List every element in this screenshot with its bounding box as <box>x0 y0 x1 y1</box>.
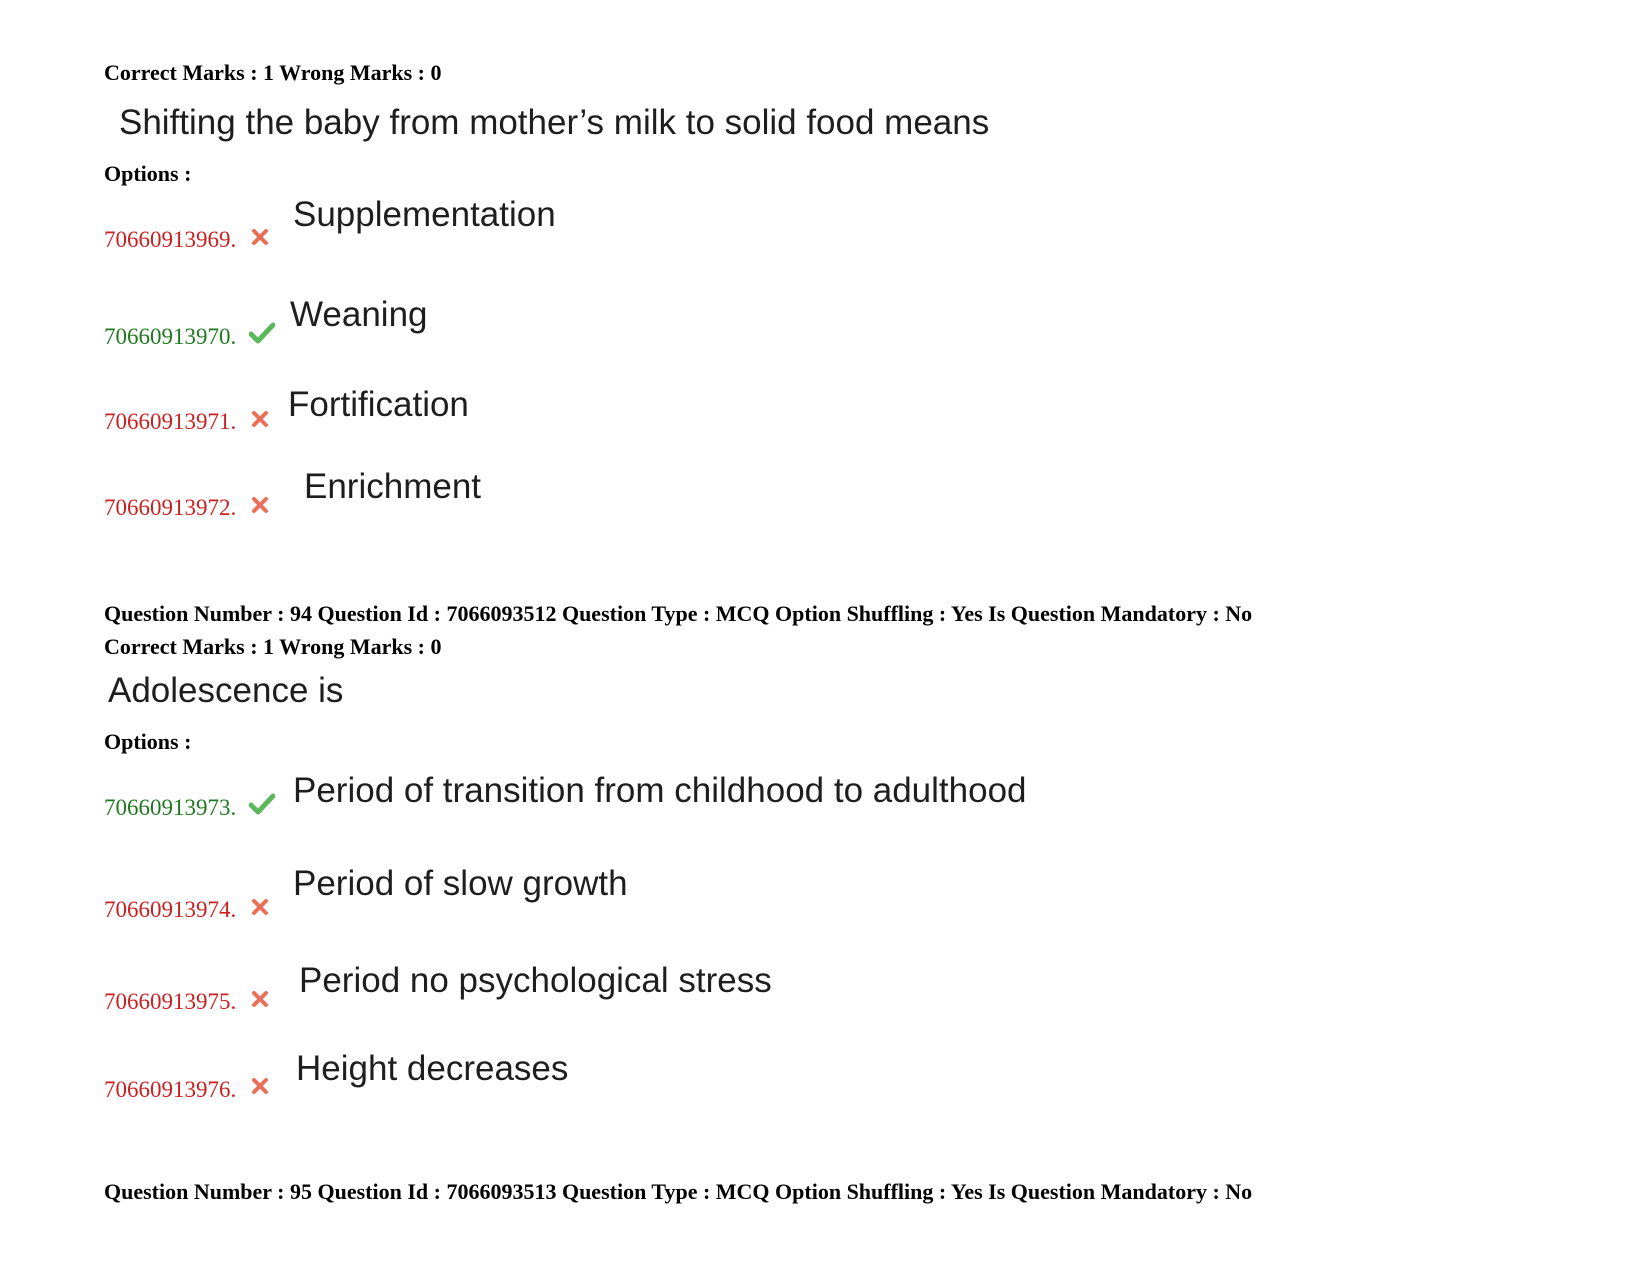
q93-option-3-id: 70660913971. <box>104 409 237 434</box>
q94-header: Question Number : 94 Question Id : 7066093512 Question Type : MCQ Option Shuffling : Yes Is Question Mandatory : No <box>104 601 1253 626</box>
q94-option-3-text: Period no psychological stress <box>299 961 772 1000</box>
q93-marks-line: Correct Marks : 1 Wrong Marks : 0 <box>104 60 442 85</box>
cross-icon <box>251 410 269 428</box>
q93-stem: Shifting the baby from mother’s milk to solid food means <box>119 103 990 142</box>
q95-header: Question Number : 95 Question Id : 7066093513 Question Type : MCQ Option Shuffling : Yes Is Question Mandatory : No <box>104 1179 1253 1204</box>
cross-icon <box>251 898 269 916</box>
cross-icon <box>251 990 269 1008</box>
q93-option-4-id: 70660913972. <box>104 495 237 520</box>
check-icon <box>249 322 275 344</box>
q93-option-1-text: Supplementation <box>293 195 556 234</box>
check-icon <box>249 793 275 815</box>
q94-option-1-id: 70660913973. <box>104 795 237 820</box>
q94-options-label: Options : <box>104 729 192 754</box>
q94-option-3-id: 70660913975. <box>104 989 237 1014</box>
q94-option-4-id: 70660913976. <box>104 1077 237 1102</box>
q93-option-2-id: 70660913970. <box>104 324 237 349</box>
q93-options-label: Options : <box>104 161 192 186</box>
q93-option-1-id: 70660913969. <box>104 227 237 252</box>
q94-marks-line: Correct Marks : 1 Wrong Marks : 0 <box>104 634 442 659</box>
q93-option-4-text: Enrichment <box>304 467 482 506</box>
cross-icon <box>251 228 269 246</box>
q93-option-3-text: Fortification <box>288 385 469 424</box>
q94-option-2-id: 70660913974. <box>104 897 237 922</box>
q93-option-2-text: Weaning <box>290 295 428 334</box>
q94-stem: Adolescence is <box>108 671 344 710</box>
q94-option-2-text: Period of slow growth <box>293 864 628 903</box>
q94-option-1-text: Period of transition from childhood to adulthood <box>293 771 1027 810</box>
cross-icon <box>251 1077 269 1095</box>
q94-option-4-text: Height decreases <box>296 1049 569 1088</box>
cross-icon <box>251 496 269 514</box>
